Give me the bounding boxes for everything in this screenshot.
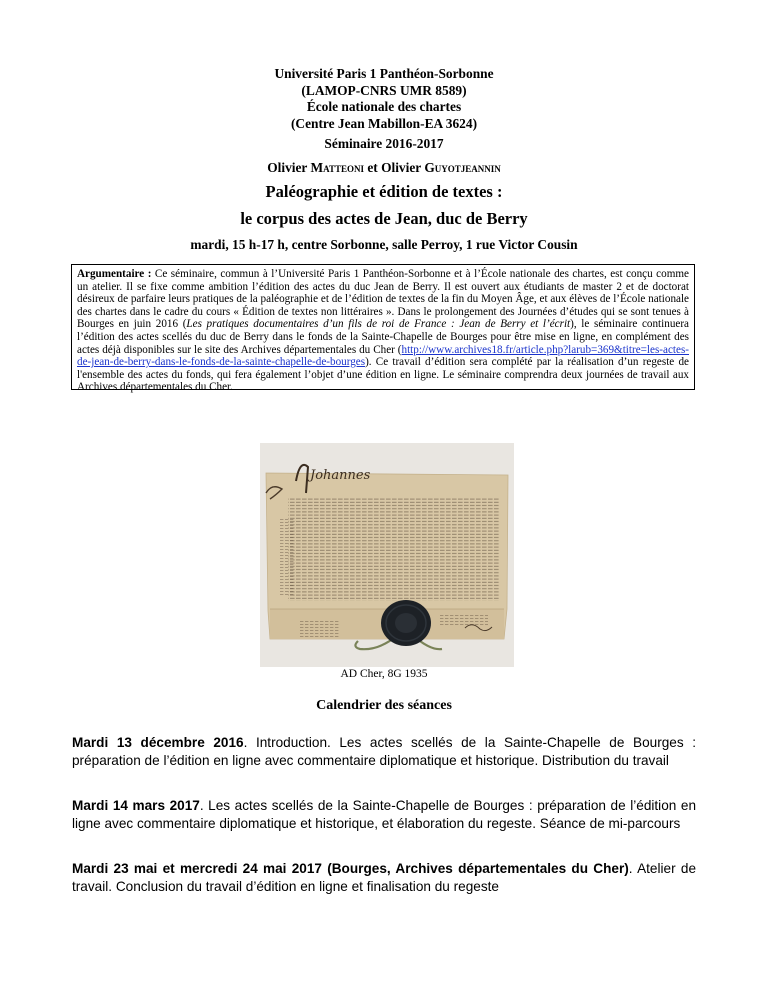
institution-header: [0, 66, 768, 132]
header-line-chartes: École nationale des chartes: [306, 99, 462, 114]
session-entry-1: [72, 734, 696, 769]
header-line-lamop: (LAMOP-CNRS UMR 8589): [301, 82, 467, 98]
author2-last: Guyotjeannin: [424, 160, 501, 175]
argumentaire-text3: ). Ce travail d’édition sera complété par la réalisation d’un regeste de l'ensemble des actes du fonds, qui fera également l’objet d’une édition en ligne. Le séminaire comprendra deux journées de travail aux Archives départementales du Cher.: [77, 356, 689, 394]
session-date-1: Mardi 13 décembre 2016: [72, 735, 244, 750]
argumentaire-italic-title: Les pratiques documentaires d’un fils de roi de France : Jean de Berry et l’écrit: [186, 318, 571, 331]
argumentaire-box: [71, 264, 695, 394]
photo-caption: AD Cher, 8G 1935: [340, 668, 428, 680]
charter-photo: [260, 443, 514, 667]
header-line-mabillon: (Centre Jean Mabillon-EA 3624): [290, 115, 478, 131]
session-date-2: Mardi 14 mars 2017: [72, 798, 200, 813]
argumentaire-label: Argumentaire :: [77, 268, 152, 280]
argumentaire-text2: ), le séminaire continuera l’édition des actes scellés du duc de Berry dans le fonds de la Sainte-Chapelle de Bourges pour être mise en ligne, en complément des actes déjà disponibles sur le site des Archives départementales du Cher (: [77, 318, 689, 356]
page-title-line1: Paléographie et édition de textes :: [265, 182, 503, 201]
session-text-2: . Les actes scellés de la Sainte-Chapelle de Bourges : préparation de l’édition en ligne avec commentaire diplomatique et historique, et élaboration du regeste. Séance de mi-parcours: [72, 798, 697, 831]
authors: [0, 160, 768, 176]
session-date-3: Mardi 23 mai et mercredi 24 mai 2017 (Bourges, Archives départementales du Cher): [72, 861, 629, 876]
session-text-3: . Atelier de travail. Conclusion du travail d’édition en ligne et finalisation du regeste: [72, 861, 697, 894]
header-line-university: Université Paris 1 Panthéon-Sorbonne: [274, 66, 494, 81]
seminar-year: Séminaire 2016-2017: [324, 136, 444, 151]
charter-illustration: [260, 443, 514, 667]
page-title-line2: le corpus des actes de Jean, duc de Berry: [240, 209, 528, 228]
author1-first: Olivier: [267, 160, 311, 175]
archives-link[interactable]: http://www.archives18.fr/article.php?larub=369&titre=les-actes-de-jean-de-berry-dans-le-fonds-de-la-sainte-chapelle-de-bourges: [77, 343, 689, 369]
session-entry-3: [72, 860, 696, 895]
session-text-1: . Introduction. Les actes scellés de la Sainte-Chapelle de Bourges : préparation de l’édition en ligne avec commentaire diplomatique et historique. Distribution du travail: [72, 735, 696, 768]
author1-last: Matteoni: [310, 160, 364, 175]
calendar-title: Calendrier des séances: [316, 698, 452, 713]
argumentaire-text1: Ce séminaire, commun à l’Université Paris 1 Panthéon-Sorbonne et à l’École nationale des chartes, est conçu comme un atelier. Il se fixe comme ambition l’édition des actes du duc Jean de Berry. Il est ouvert aux étudiants de master 2 et de doctorat désireux de parfaire leurs pratiques de la paléographie et de l’édition de textes de la fin du Moyen Âge, et aux élèves de l’École nationale des chartes dans le cadre du cours « Édition de textes non littéraires ». Dans le prolongement des Journées d’études qui se sont tenues à Bourges en juin 2016 (: [77, 268, 689, 331]
session-entry-2: [72, 797, 696, 832]
schedule-location: mardi, 15 h-17 h, centre Sorbonne, salle Perroy, 1 rue Victor Cousin: [190, 237, 578, 252]
author-separator: et Olivier: [363, 160, 425, 175]
charter-signature: Johannes: [310, 468, 371, 483]
